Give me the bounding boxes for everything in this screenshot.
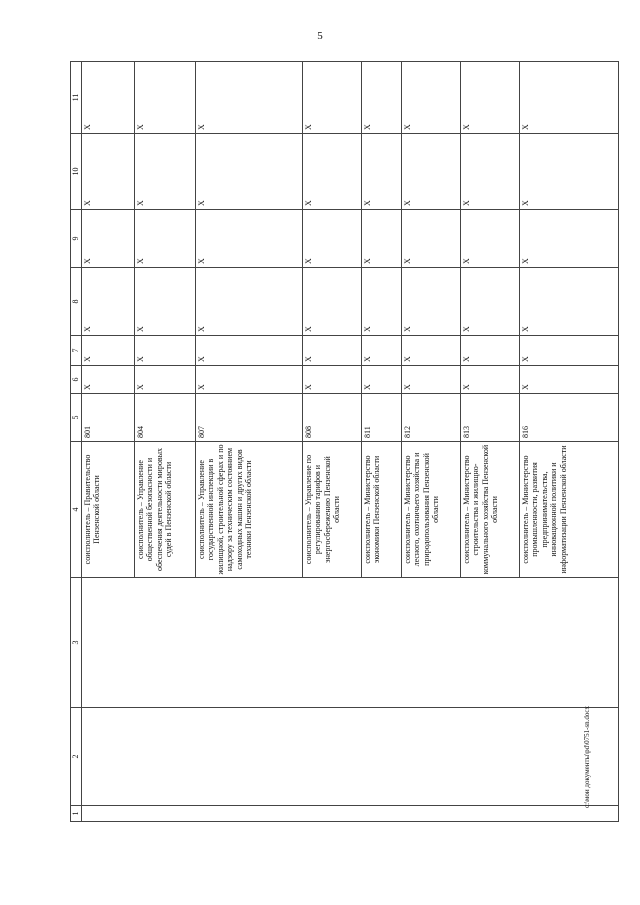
x-cell: X (402, 62, 461, 134)
col-header-7: 7 (71, 336, 82, 366)
x-cell: X (303, 210, 362, 268)
col-header-11: 11 (71, 62, 82, 134)
x-cell: X (196, 366, 303, 394)
x-cell: X (303, 134, 362, 210)
x-cell: X (135, 268, 196, 336)
x-cell: X (303, 366, 362, 394)
code-cell: 813 (461, 394, 520, 442)
x-cell: X (362, 134, 402, 210)
executor-cell: соисполнитель – Министерство строительства и жилищно-коммунального хозяйства Пензенской области (461, 442, 520, 578)
x-cell: X (82, 210, 135, 268)
col-header-3: 3 (71, 578, 82, 708)
x-cell: X (520, 268, 619, 336)
header-row (71, 62, 82, 822)
executor-cell: соисполнитель – Министерство лесного, охотничьего хозяйства и природопользования Пензенской области (402, 442, 461, 578)
code-cell: 812 (402, 394, 461, 442)
x-cell: X (303, 62, 362, 134)
x-cell: X (196, 62, 303, 134)
x-cell: X (82, 134, 135, 210)
x-cell: X (362, 210, 402, 268)
page-number: 5 (317, 30, 323, 42)
executor-cell: соисполнитель – Правительство Пензенской области (82, 442, 135, 578)
footer-path-text: c:\мои документы\pd\0751-sn.docx (583, 705, 591, 808)
code-cell: 807 (196, 394, 303, 442)
x-cell: X (520, 366, 619, 394)
x-cell: X (303, 336, 362, 366)
x-cell: X (402, 366, 461, 394)
x-cell: X (82, 268, 135, 336)
x-cell: X (135, 62, 196, 134)
budget-table (70, 61, 619, 822)
x-cell: X (520, 210, 619, 268)
executor-cell: соисполнитель – Управление общественной безопасности и обеспечения деятельности мировых судей в Пензенской области (135, 442, 196, 578)
executor-cell: соисполнитель – Управление по регулированию тарифов и энергосбережению Пензенской области (303, 442, 362, 578)
x-cell: X (135, 366, 196, 394)
col-header-2: 2 (71, 708, 82, 806)
x-cell: X (82, 336, 135, 366)
x-cell: X (520, 62, 619, 134)
col-header-10: 10 (71, 134, 82, 210)
x-cell: X (461, 268, 520, 336)
x-cell: X (135, 134, 196, 210)
x-cell: X (402, 210, 461, 268)
col-header-8: 8 (71, 268, 82, 336)
x-cell: X (461, 134, 520, 210)
x-cell: X (461, 336, 520, 366)
col-header-6: 6 (71, 366, 82, 394)
x-cell: X (402, 336, 461, 366)
code-cell: 801 (82, 394, 135, 442)
x-cell: X (461, 366, 520, 394)
col-header-9: 9 (71, 210, 82, 268)
code-cell: 811 (362, 394, 402, 442)
rotated-table-wrapper (70, 62, 598, 822)
executor-cell: соисполнитель – Министерство экономики Пензенской области (362, 442, 402, 578)
x-cell: X (402, 268, 461, 336)
x-cell: X (461, 62, 520, 134)
x-cell: X (461, 210, 520, 268)
col-header-5: 5 (71, 394, 82, 442)
col-header-4: 4 (71, 442, 82, 578)
code-cell: 808 (303, 394, 362, 442)
x-cell: X (82, 366, 135, 394)
cell-col1 (82, 806, 619, 822)
x-cell: X (362, 268, 402, 336)
code-cell: 816 (520, 394, 619, 442)
x-cell: X (196, 336, 303, 366)
cell-col3 (82, 578, 619, 708)
x-cell: X (362, 336, 402, 366)
table-row (82, 62, 135, 822)
x-cell: X (82, 62, 135, 134)
executor-cell: соисполнитель – Министерство промышленности, развития предпринимательства, инновационной политики и информатизации Пензенской области (520, 442, 619, 578)
executor-cell: соисполнитель – Управление государственной инспекции в жилищной, строительной сферах и по надзору за техническим состоянием самоходных машин и других видов техники Пензенской области (196, 442, 303, 578)
x-cell: X (196, 268, 303, 336)
col-header-1: 1 (71, 806, 82, 822)
x-cell: X (362, 366, 402, 394)
x-cell: X (135, 336, 196, 366)
x-cell: X (362, 62, 402, 134)
x-cell: X (402, 134, 461, 210)
x-cell: X (196, 210, 303, 268)
x-cell: X (135, 210, 196, 268)
x-cell: X (196, 134, 303, 210)
code-cell: 804 (135, 394, 196, 442)
x-cell: X (303, 268, 362, 336)
cell-col2 (82, 705, 619, 808)
x-cell: X (520, 336, 619, 366)
x-cell: X (520, 134, 619, 210)
